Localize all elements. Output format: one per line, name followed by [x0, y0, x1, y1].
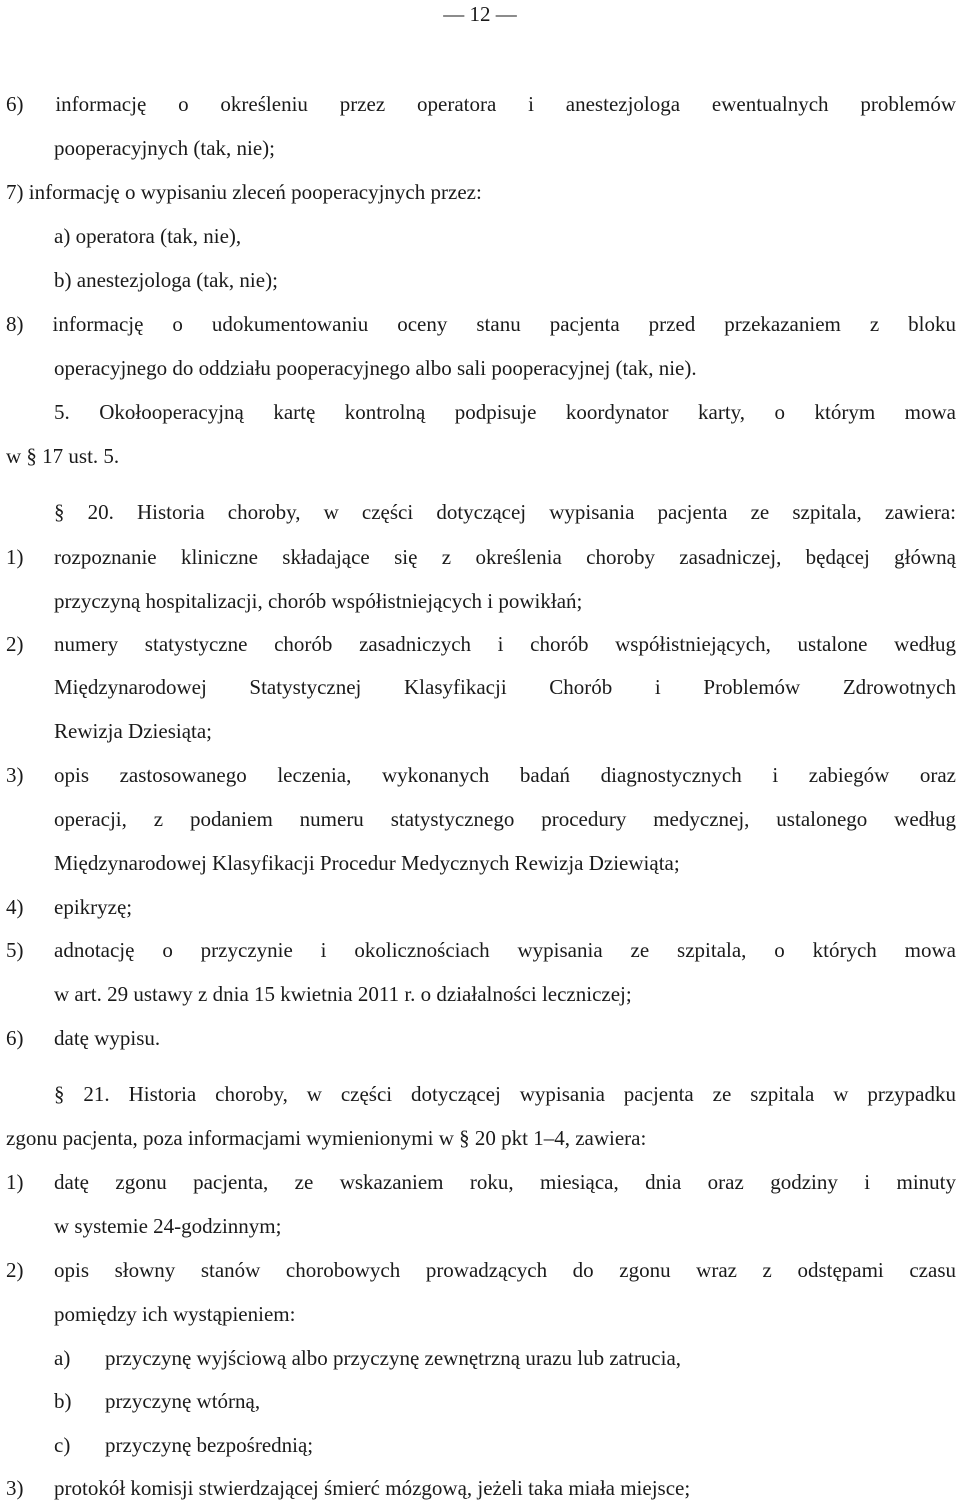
text-line: przyczynę wyjściową albo przyczynę zewnętrzną urazu lub zatrucia, — [105, 1346, 682, 1370]
text-line: zgonu pacjenta, poza informacjami wymienionymi w § 20 pkt 1–4, zawiera: — [6, 1126, 647, 1150]
text-line: numery statystyczne chorób zasadniczych i chorób współistniejących, ustalone według — [54, 632, 956, 656]
text-line: datę wypisu. — [54, 1026, 161, 1050]
list-number: 2) — [6, 632, 24, 656]
text-line: 5. Okołooperacyjną kartę kontrolną podpisuje koordynator karty, o którym mowa — [54, 400, 956, 424]
list-number: 2) — [6, 1258, 24, 1282]
text-line: Międzynarodowej Klasyfikacji Procedur Medycznych Rewizja Dziewiąta; — [54, 851, 680, 875]
text-line: pooperacyjnych (tak, nie); — [54, 136, 275, 160]
list-number: 4) — [6, 895, 24, 919]
text-line: epikryzę; — [54, 895, 133, 919]
text-line: przyczynę bezpośrednią; — [105, 1433, 314, 1457]
text-line: Międzynarodowej Statystycznej Klasyfikacji Chorób i Problemów Zdrowotnych — [54, 675, 956, 699]
text-line: b) anestezjologa (tak, nie); — [54, 268, 278, 292]
text-line: 7) informację o wypisaniu zleceń pooperacyjnych przez: — [6, 180, 482, 204]
list-number: 3) — [6, 1476, 24, 1500]
list-letter: a) — [54, 1346, 71, 1370]
list-number: 5) — [6, 938, 24, 962]
text-line: datę zgonu pacjenta, ze wskazaniem roku, miesiąca, dnia oraz godziny i minuty — [54, 1170, 956, 1194]
text-line: a) operatora (tak, nie), — [54, 224, 242, 248]
text-line: opis zastosowanego leczenia, wykonanych badań diagnostycznych i zabiegów oraz — [54, 763, 956, 787]
text-line: opis słowny stanów chorobowych prowadzących do zgonu wraz z odstępami czasu — [54, 1258, 956, 1282]
list-number: 3) — [6, 763, 24, 787]
text-line: przyczyną hospitalizacji, chorób współistniejących i powikłań; — [54, 589, 583, 613]
list-number: 1) — [6, 1170, 24, 1194]
text-line: adnotację o przyczynie i okolicznościach wypisania ze szpitala, o których mowa — [54, 938, 956, 962]
text-line: w § 17 ust. 5. — [6, 444, 120, 468]
text-line: Rewizja Dziesiąta; — [54, 719, 213, 743]
text-line: pomiędzy ich wystąpieniem: — [54, 1302, 296, 1326]
text-line: operacji, z podaniem numeru statystycznego procedury medycznej, ustalonego według — [54, 807, 956, 831]
list-letter: b) — [54, 1389, 72, 1413]
list-number: 1) — [6, 545, 24, 569]
page-number: — 12 — — [443, 2, 517, 26]
list-letter: c) — [54, 1433, 71, 1457]
text-line: w systemie 24-godzinnym; — [54, 1214, 282, 1238]
text-line: w art. 29 ustawy z dnia 15 kwietnia 2011 r. o działalności leczniczej; — [54, 982, 632, 1006]
text-line: przyczynę wtórną, — [105, 1389, 261, 1413]
section-heading-line: § 21. Historia choroby, w części dotyczącej wypisania pacjenta ze szpitala w przypadku — [54, 1082, 956, 1106]
text-line: rozpoznanie kliniczne składające się z określenia choroby zasadniczej, będącej główną — [54, 545, 956, 569]
text-line: 6) informację o określeniu przez operatora i anestezjologa ewentualnych problemów — [6, 92, 956, 116]
section-heading-line: § 20. Historia choroby, w części dotyczącej wypisania pacjenta ze szpitala, zawiera: — [54, 500, 956, 524]
list-number: 6) — [6, 1026, 24, 1050]
text-line: protokół komisji stwierdzającej śmierć mózgową, jeżeli taka miała miejsce; — [54, 1476, 691, 1500]
text-line: operacyjnego do oddziału pooperacyjnego albo sali pooperacyjnej (tak, nie). — [54, 356, 697, 380]
text-line: 8) informację o udokumentowaniu oceny stanu pacjenta przed przekazaniem z bloku — [6, 312, 956, 336]
